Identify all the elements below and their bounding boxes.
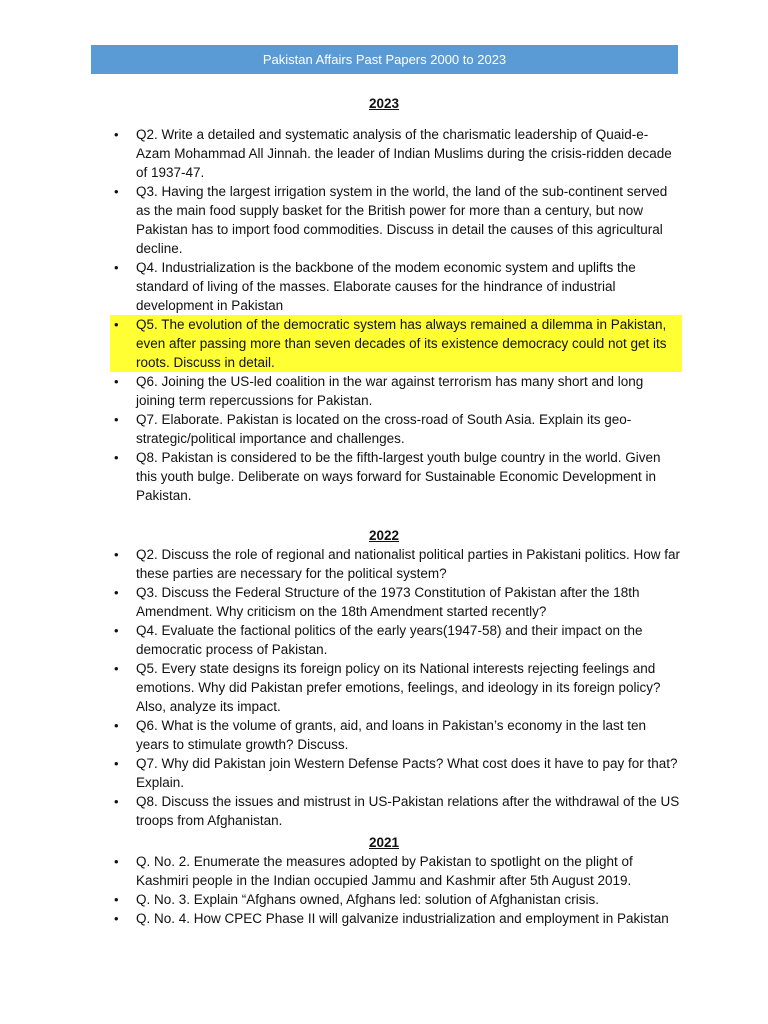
year-heading-2023: 2023 (368, 96, 400, 111)
bullet-icon: • (114, 718, 119, 733)
bullet-icon: • (114, 374, 119, 389)
question-item (110, 909, 682, 928)
question-item (110, 716, 682, 754)
year-heading-2021: 2021 (368, 835, 400, 850)
question-text: Q8. Pakistan is considered to be the fifth-largest youth bulge country in the world. Given this youth bulge. Deliberate on ways forward for Sustainable Economic Development in Pakistan. (136, 450, 661, 503)
question-text: Q2. Discuss the role of regional and nationalist political parties in Pakistani politics. How far these parties are necessary for the political system? (136, 547, 681, 581)
bullet-icon: • (114, 623, 119, 638)
question-text: Q4. Industrialization is the backbone of the modem economic system and uplifts the standard of living of the masses. Elaborate causes for the hindrance of industrial development in Pakistan (136, 260, 636, 313)
question-list-2022 (110, 545, 682, 830)
bullet-icon: • (114, 911, 119, 926)
question-text: Q4. Evaluate the factional politics of the early years(1947-58) and their impact on the democratic process of Pakistan. (136, 623, 643, 657)
question-item (110, 182, 682, 258)
question-text: Q. No. 3. Explain “Afghans owned, Afghans led: solution of Afghanistan crisis. (136, 892, 600, 907)
question-item (110, 890, 682, 909)
bullet-icon: • (114, 547, 119, 562)
question-list-2021 (110, 852, 682, 928)
bullet-icon: • (114, 317, 119, 332)
question-item-highlighted (110, 315, 682, 372)
question-text: Q7. Why did Pakistan join Western Defense Pacts? What cost does it have to pay for that? Explain. (136, 756, 678, 790)
question-item (110, 583, 682, 621)
question-item (110, 545, 682, 583)
question-item (110, 792, 682, 830)
bullet-icon: • (114, 585, 119, 600)
question-item (110, 659, 682, 716)
bullet-icon: • (114, 412, 119, 427)
question-text: Q2. Write a detailed and systematic analysis of the charismatic leadership of Quaid-e-Azam Mohammad All Jinnah. the leader of Indian Muslims during the crisis-ridden decade of 1937-47. (136, 127, 672, 180)
question-text: Q8. Discuss the issues and mistrust in US-Pakistan relations after the withdrawal of the US troops from Afghanistan. (136, 794, 680, 828)
question-text: Q. No. 2. Enumerate the measures adopted by Pakistan to spotlight on the plight of Kashmiri people in the Indian occupied Jammu and Kashmir after 5th August 2019. (136, 854, 633, 888)
question-text: Q7. Elaborate. Pakistan is located on the cross-road of South Asia. Explain its geo-strategic/political importance and challenges. (136, 412, 632, 446)
question-item (110, 852, 682, 890)
question-text: Q5. The evolution of the democratic system has always remained a dilemma in Pakistan, even after passing more than seven decades of its existence democracy could not get its roots. Discuss in detail. (136, 317, 667, 370)
bullet-icon: • (114, 756, 119, 771)
question-text: Q. No. 4. How CPEC Phase II will galvanize industrialization and employment in Pakistan (136, 911, 669, 926)
bullet-icon: • (114, 854, 119, 869)
bullet-icon: • (114, 260, 119, 275)
bullet-icon: • (114, 184, 119, 199)
bullet-icon: • (114, 892, 119, 907)
question-item (110, 410, 682, 448)
question-item (110, 258, 682, 315)
bullet-icon: • (114, 794, 119, 809)
year-heading-2022: 2022 (368, 528, 400, 543)
question-list-2023 (110, 125, 682, 505)
question-text: Q6. Joining the US-led coalition in the war against terrorism has many short and long joining term repercussions for Pakistan. (136, 374, 644, 408)
bullet-icon: • (114, 450, 119, 465)
question-text: Q3. Having the largest irrigation system in the world, the land of the sub-continent served as the main food supply basket for the British power for more than a century, but now Pakistan has to import food commodities. Discuss in detail the causes of this agricultural decline. (136, 184, 668, 256)
question-item (110, 448, 682, 505)
bullet-icon: • (114, 661, 119, 676)
question-text: Q5. Every state designs its foreign policy on its National interests rejecting feelings and emotions. Why did Pakistan prefer emotions, feelings, and ideology in its foreign policy? Also, analyze its impact. (136, 661, 661, 714)
question-item (110, 754, 682, 792)
question-item (110, 125, 682, 182)
question-text: Q6. What is the volume of grants, aid, and loans in Pakistan’s economy in the last ten years to stimulate growth? Discuss. (136, 718, 647, 752)
document-title: Pakistan Affairs Past Papers 2000 to 2023 (91, 45, 678, 74)
bullet-icon: • (114, 127, 119, 142)
question-text: Q3. Discuss the Federal Structure of the 1973 Constitution of Pakistan after the 18th Amendment. Why criticism on the 18th Amendment started recently? (136, 585, 640, 619)
question-item (110, 621, 682, 659)
question-item (110, 372, 682, 410)
